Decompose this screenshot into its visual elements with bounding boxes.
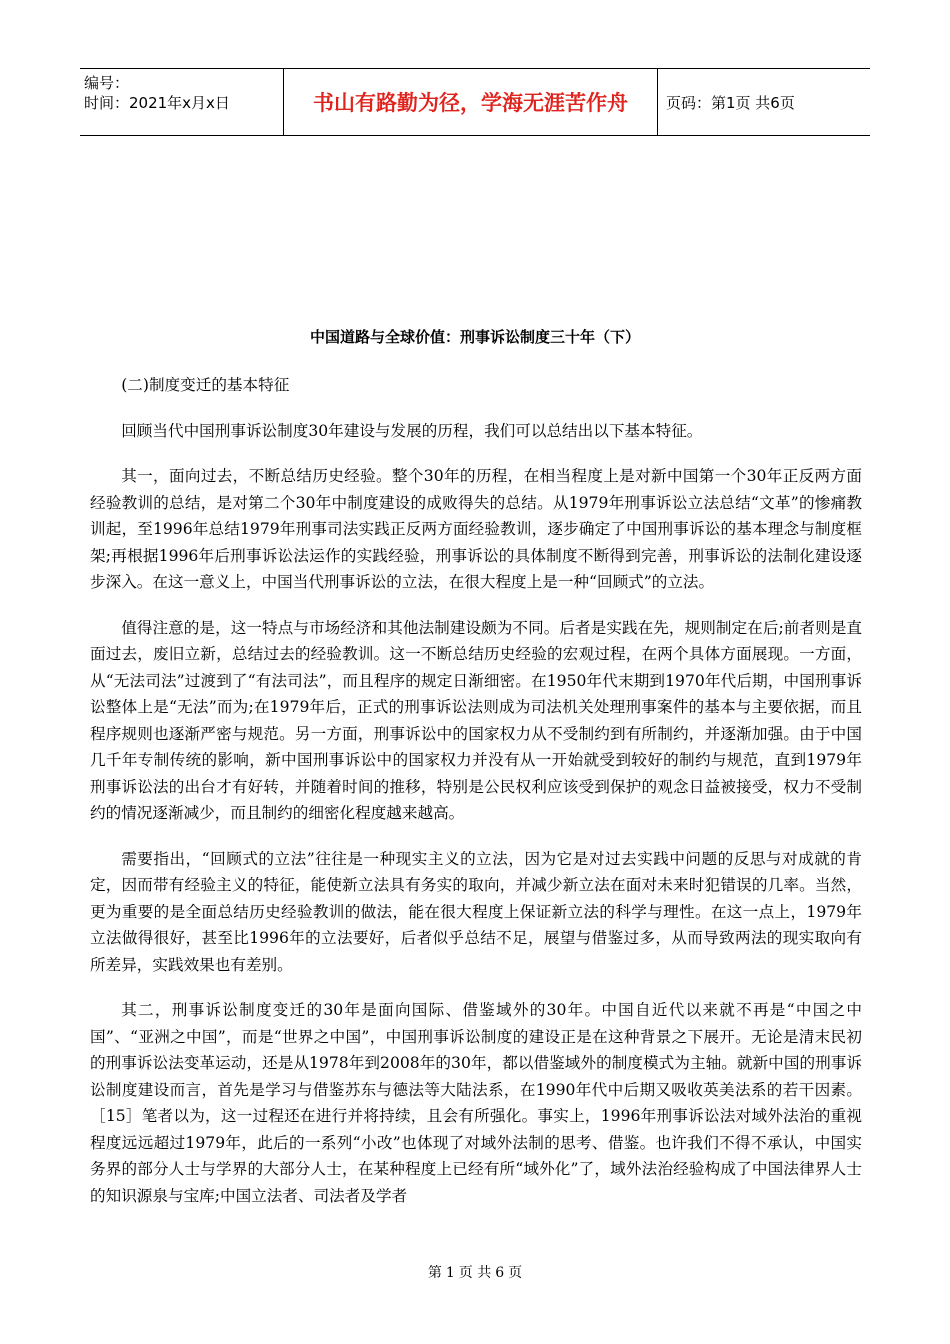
paragraph: 需要指出，“回顾式的立法”往往是一种现实主义的立法，因为它是对过去实践中问题的反思与对成就的肯定，因而带有经验主义的特征，能使新立法具有务实的取向，并减少新立法在面对未来时犯错误的几率。当然，更为重要的是全面总结历史经验教训的做法，能在很大程度上保证新立法的科学与理性。在这一点上，1979年立法做得很好，甚至比1996年的立法要好，后者似乎总结不足，展望与借鉴过多，从而导致两法的现实取向有所差异，实践效果也有差别。 (90, 849, 862, 974)
document-title: 中国道路与全球价值：刑事诉讼制度三十年（下） (309, 328, 640, 346)
section-heading: (二)制度变迁的基本特征 (121, 376, 290, 394)
footer-total-pages: 6 (495, 1265, 505, 1281)
header-divider (657, 69, 658, 135)
footer-middle: 页 共 (458, 1265, 492, 1281)
page-header (80, 68, 870, 136)
header-number: 编号： (84, 74, 130, 92)
header-meta (84, 73, 280, 113)
paragraph: 其一，面向过去，不断总结历史经验。整个30年的历程，在相当程度上是对新中国第一个30年正反两方面经验教训的总结，是对第二个30年中制度建设的成败得失的总结。从1979年刑事诉讼立法总结“文革”的惨痛教训起，至1996年总结1979年刑事司法实践正反两方面经验教训，逐步确定了中国刑事诉讼的基本理念与制度框架;再根据1996年后刑事诉讼法运作的实践经验，刑事诉讼的具体制度不断得到完善，刑事诉讼的法制化建设逐步深入。在这一意义上，中国当代刑事诉讼的立法，在很大程度上是一种“回顾式”的立法。 (90, 467, 862, 591)
header-page-number: 页码：第1页 共6页 (666, 93, 795, 112)
footer-prefix: 第 (427, 1265, 442, 1281)
footer-current-page: 1 (445, 1265, 455, 1281)
footer-suffix: 页 (508, 1265, 523, 1281)
paragraph: 值得注意的是，这一特点与市场经济和其他法制建设颇为不同。后者是实践在先，规则制定在后;前者则是直面过去，废旧立新，总结过去的经验教训。这一不断总结历史经验的宏观过程，在两个具体方面展现。一方面，从“无法司法”过渡到了“有法司法”，而且程序的规定日渐细密。在1950年代末期到1970年代后期，中国刑事诉讼整体上是“无法”而为;在1979年后，正式的刑事诉讼法则成为司法机关处理刑事案件的基本与主要依据，而且程序规则也逐渐严密与规范。另一方面，刑事诉讼中的国家权力从不受制约到有所制约，并逐渐加强。由于中国几千年专制传统的影响，新中国刑事诉讼中的国家权力并没有从一开始就受到较好的制约与规范，直到1979年刑事诉讼法的出台才有好转，并随着时间的推移，特别是公民权利应该受到保护的观念日益被接受，权力不受制约的情况逐渐减少，而且制约的细密化程度越来越高。 (90, 618, 862, 822)
page-footer (0, 1262, 950, 1282)
header-motto: 书山有路勤为径，学海无涯苦作舟 (313, 91, 628, 115)
header-date: 时间：2021年x月x日 (84, 94, 230, 112)
document-body (90, 372, 862, 1228)
paragraph: 其二，刑事诉讼制度变迁的30年是面向国际、借鉴域外的30年。中国自近代以来就不再是“中国之中国”、“亚洲之中国”，而是“世界之中国”，中国刑事诉讼制度的建设正是在这种背景之下展开。无论是清末民初的刑事诉讼法变革运动，还是从1978年到2008年的30年，都以借鉴域外的制度模式为主轴。就新中国的刑事诉讼制度建设而言，首先是学习与借鉴苏东与德法等大陆法系，在1990年代中后期又吸收英美法系的若干因素。［15］笔者以为，这一过程还在进行并将持续，且会有所强化。事实上，1996年刑事诉讼法对域外法治的重视程度远远超过1979年，此后的一系列“小改”也体现了对域外法制的思考、借鉴。也许我们不得不承认，中国实务界的部分人士与学界的大部分人士，在某种程度上已经有所“域外化”了，域外法治经验构成了中国法律界人士的知识源泉与宝库;中国立法者、司法者及学者 (90, 1001, 862, 1205)
paragraph: 回顾当代中国刑事诉讼制度30年建设与发展的历程，我们可以总结出以下基本特征。 (121, 421, 703, 440)
